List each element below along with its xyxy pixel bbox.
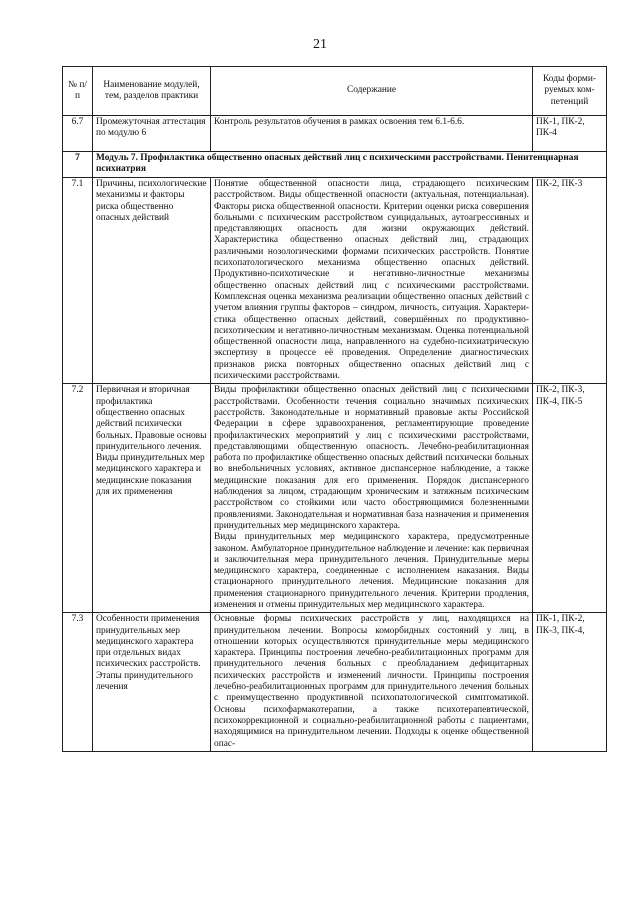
module-title: Модуль 7. Профилактика общественно опасных действий лиц с психическими расстройствами. Пенитенциарная психиатрия [93, 152, 607, 178]
row-content [211, 384, 533, 613]
row-content: Основные формы психических расстройств у лиц, находящихся на принудительном лечении. Вопросы коморбидных состояний у лиц, в отношении которых осуществляются принудительные меры медицинского характера. Принципы построения лечебно-реабилитационных программ для принудительного лечения больных с преобладанием дефицитарных психических расстройств и изменений личности. Принципы построения лечебно-реабилитационных программ для принудительного лечения больных с преимущественно продуктивной психопатологической симптоматикой. Основы психофармакотерапии, а также психотерапевтической, психокоррекционной и социально-реабилитационной работы с пациентами, находящимися на принудительном лечении. Подходы к оценке общественной опас- [211, 613, 533, 752]
row-num: 7.3 [63, 613, 93, 752]
row-competencies: ПК-2, ПК-3 [533, 178, 607, 384]
row-num: 6.7 [63, 116, 93, 152]
table-row [63, 384, 607, 613]
row-num: 7.2 [63, 384, 93, 613]
curriculum-table [62, 66, 607, 752]
content-paragraph: Виды принудительных мер медицинского характера, предусмотренные законом. Амбулаторное принудительное наблюдение и лечение: как первичная и заключительная мера принудительного лечения. Принудительные меры медицинского характера, соединенные с исполнением наказания. Виды стационарного принудительного лечения. Медицинские показания для применения стационарного принудительного лечения. Критерии продления, изменения и отмены принудительных мер медицинского характера. [214, 532, 529, 610]
header-content: Содержание [211, 67, 533, 116]
row-name: Причины, психологические механизмы и факторы риска общественно опасных действий [93, 178, 211, 384]
header-num: № п/п [63, 67, 93, 116]
table-row [63, 116, 607, 152]
row-name: Промежуточная аттестация по модулю 6 [93, 116, 211, 152]
row-name: Первичная и вторичная профилактика общественно опасных действий психически больных. Правовые основы принудительного лечения. Виды принудительных мер медицинского характера и медицинские показания для их применения [93, 384, 211, 613]
row-content: Контроль результатов обучения в рамках освоения тем 6.1-6.6. [211, 116, 533, 152]
header-name: Наименование модулей, тем, разделов практики [93, 67, 211, 116]
page-number: 21 [313, 37, 327, 52]
row-competencies: ПК-1, ПК-2, ПК-4 [533, 116, 607, 152]
module-row [63, 152, 607, 178]
row-num: 7.1 [63, 178, 93, 384]
row-competencies: ПК-1, ПК-2, ПК-3, ПК-4, [533, 613, 607, 752]
table-header-row [63, 67, 607, 116]
row-name: Особенности применения принудительных мер медицинского характера при отдельных видах психических расстройств. Этапы принудительного лечения [93, 613, 211, 752]
module-num: 7 [63, 152, 93, 178]
table-row [63, 613, 607, 752]
content-paragraph: Виды профилактики общественно опасных действий лиц с психическими расстройствами. Особенности течения социально значимых психических расстройств. Законодательные и нормативный правовые акты Российской Федерации в сфере здравоохранения, регламентирующие проведение профилактических мероприятий у лиц с психическими расстройствами, представляющими общественную опасность. Лечебно-реабилитационная работа по профилактике общественно опасных действий психически больных во внебольничных условиях, активное диспансерное наблюдение, а также медицинские показания для его применения. Порядок диспансерного наблюдения за лицом, страдающим хроническим и затяжным психическим расстройством со стойкими или часто обостряющимися болезненными проявлениями. Законодательная и нормативная база назначения и применения принудительных мер медицинского характера. [214, 385, 529, 531]
row-content: Понятие общественной опасности лица, страдающего психическим расстройством. Виды общественной опасности (актуальная, потенциальная). Факторы риска общественной опасности. Критерии оценки риска совершения больными с психическим расстройством суицидальных, аутоагрессивных и представляющих опасность для жизни окружающих действий. Характеристика общественно опасных действий лиц, страдающих различными нозологическими формами психических расстройств. Понятие психопатологического механизма общественно опасных действий. Продуктивно-психотические и негативно-личностные механизмы общественно опасных действий лиц с психическими расстройствами. Комплексная оценка механизма реализации общественно опасных действий с учетом влияния группы факторов – синдром, личность, ситуация. Характеристика общественно опасных действий, совершённых по продуктивно-психотическим и негативно-личностным механизмам. Оценка потенциальной общественной опасности лица, направленного на судебно-психиатрическую экспертизу в процессе её проведения. Определение диагностических признаков риска повторных общественно опасных действий лиц с психическими расстройствами. [211, 178, 533, 384]
row-competencies: ПК-2, ПК-3, ПК-4, ПК-5 [533, 384, 607, 613]
header-competencies: Коды формируемых компетенций [533, 67, 607, 116]
table-row [63, 178, 607, 384]
